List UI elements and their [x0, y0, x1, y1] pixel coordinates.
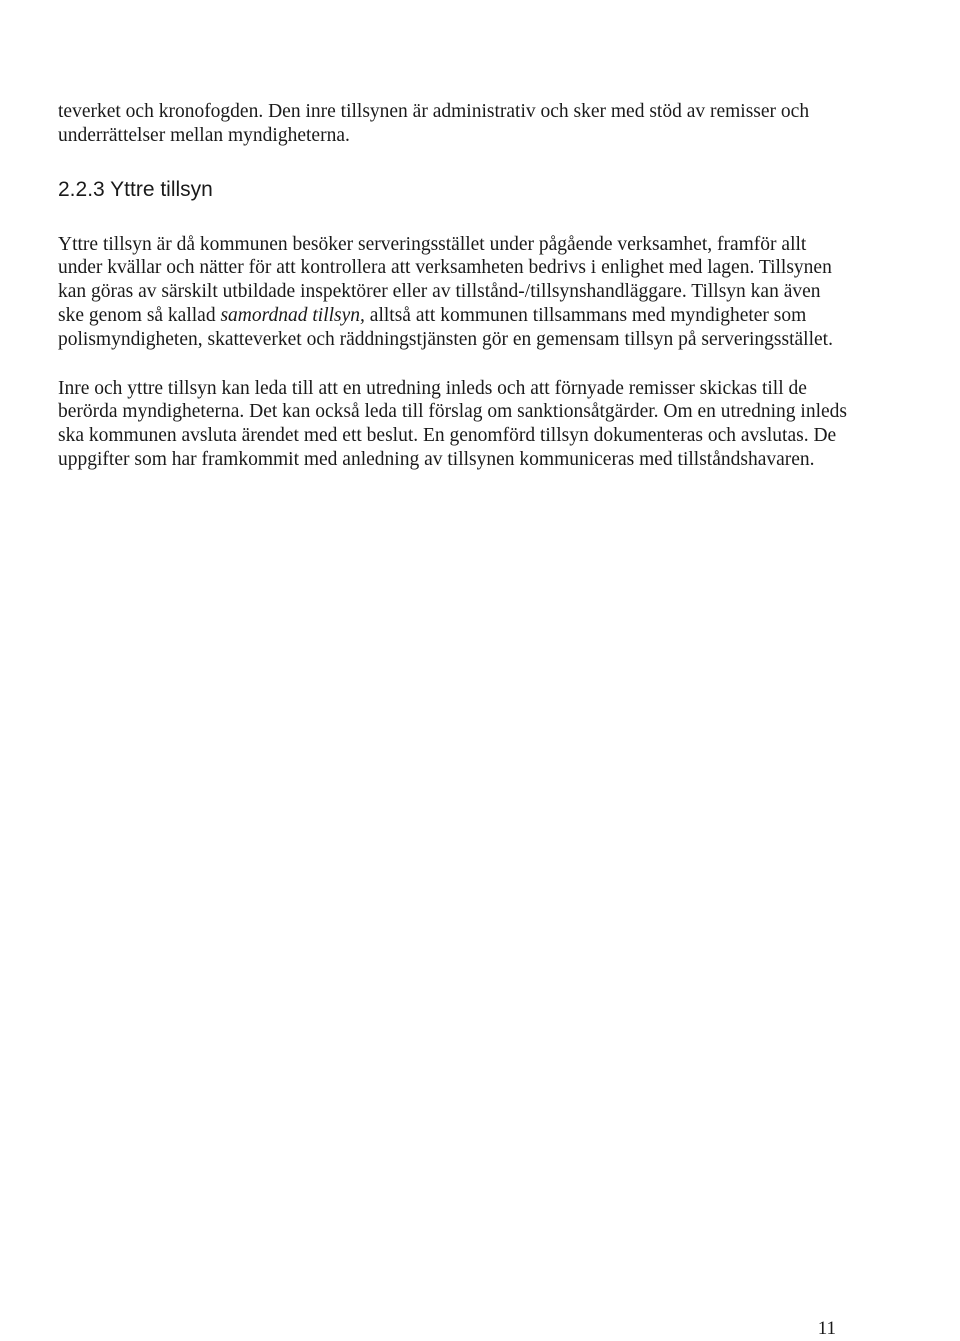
- paragraph-text-before: Yttre tillsyn är då kommunen besöker serveringsstället under pågående verksamhet, framför allt under kvällar och nätter för att kontrollera att verksamheten bedrivs i enlighet med lagen. Tillsynen kan göras av särskilt utbildade inspektörer eller av tillstånd-/tillsynshandläggare. Tillsyn kan även ske genom så kallad: [58, 233, 832, 326]
- paragraph-yttre-tillsyn: [58, 233, 848, 352]
- paragraph-utredning: Inre och yttre tillsyn kan leda till att en utredning inleds och att förnyade remisser skickas till de berörda myndigheterna. Det kan också leda till förslag om sanktionsåtgärder. Om en utredning inleds ska kommunen avsluta ärendet med ett beslut. En genomförd tillsyn dokumenteras och avslutas. De uppgifter som har framkommit med anledning av tillsynen kommuniceras med tillståndshavaren.: [58, 377, 847, 470]
- page-number: 11: [817, 1318, 836, 1339]
- page-content: [58, 100, 848, 497]
- emphasis-samordnad-tillsyn: samordnad tillsyn,: [220, 304, 365, 326]
- section-heading: 2.2.3 Yttre tillsyn: [58, 177, 213, 201]
- paragraph-text-after: alltså att kommunen tillsammans med myndigheter som polismyndigheten, skatteverket och räddningstjänsten gör en gemensam tillsyn på serveringsstället.: [58, 304, 833, 350]
- intro-paragraph: teverket och kronofogden. Den inre tillsynen är administrativ och sker med stöd av remisser och underrättelser mellan myndigheterna.: [58, 101, 810, 146]
